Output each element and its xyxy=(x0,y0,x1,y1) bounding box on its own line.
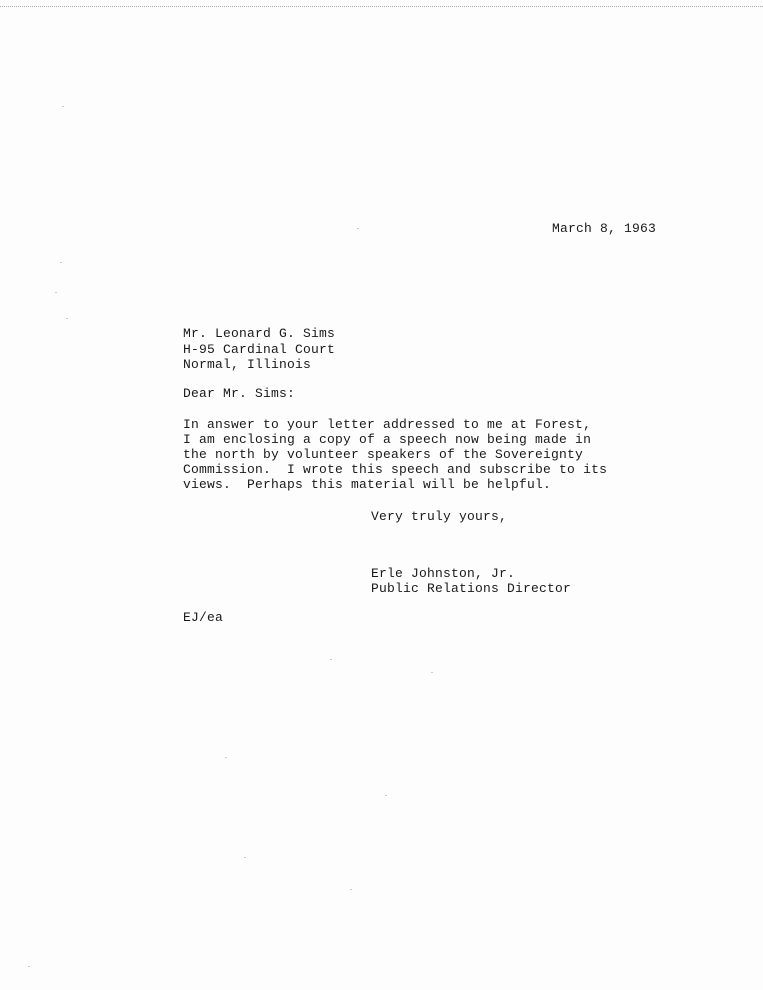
recipient-city: Normal, Illinois xyxy=(183,357,312,372)
body-line: I am enclosing a copy of a speech now being made in xyxy=(183,432,592,447)
complimentary-closing: Very truly yours, xyxy=(371,509,508,524)
scan-speck xyxy=(60,262,62,263)
body-line: views. Perhaps this material will be helpful. xyxy=(183,477,552,492)
scan-speck xyxy=(62,106,64,107)
body-line: the north by volunteer speakers of the Sovereignty xyxy=(183,447,584,462)
signature-name: Erle Johnston, Jr. xyxy=(371,566,516,581)
scan-speck xyxy=(385,795,387,796)
body-line: Commission. I wrote this speech and subscribe to its xyxy=(183,462,608,477)
page-top-edge xyxy=(0,0,763,7)
letter-date: March 8, 1963 xyxy=(552,221,657,236)
scan-speck xyxy=(225,757,227,758)
scan-speck xyxy=(431,672,433,673)
scan-speck xyxy=(350,889,352,890)
scan-speck xyxy=(66,318,68,319)
recipient-street: H-95 Cardinal Court xyxy=(183,342,336,357)
body-line: In answer to your letter addressed to me at Forest, xyxy=(183,417,592,432)
recipient-name: Mr. Leonard G. Sims xyxy=(183,326,336,341)
salutation: Dear Mr. Sims: xyxy=(183,386,296,401)
typist-initials: EJ/ea xyxy=(183,610,224,625)
scan-speck xyxy=(55,292,57,293)
scan-speck xyxy=(330,659,332,660)
scan-speck xyxy=(28,966,30,967)
scan-speck xyxy=(244,857,246,858)
scan-speck xyxy=(357,228,359,229)
signature-title: Public Relations Director xyxy=(371,581,572,596)
